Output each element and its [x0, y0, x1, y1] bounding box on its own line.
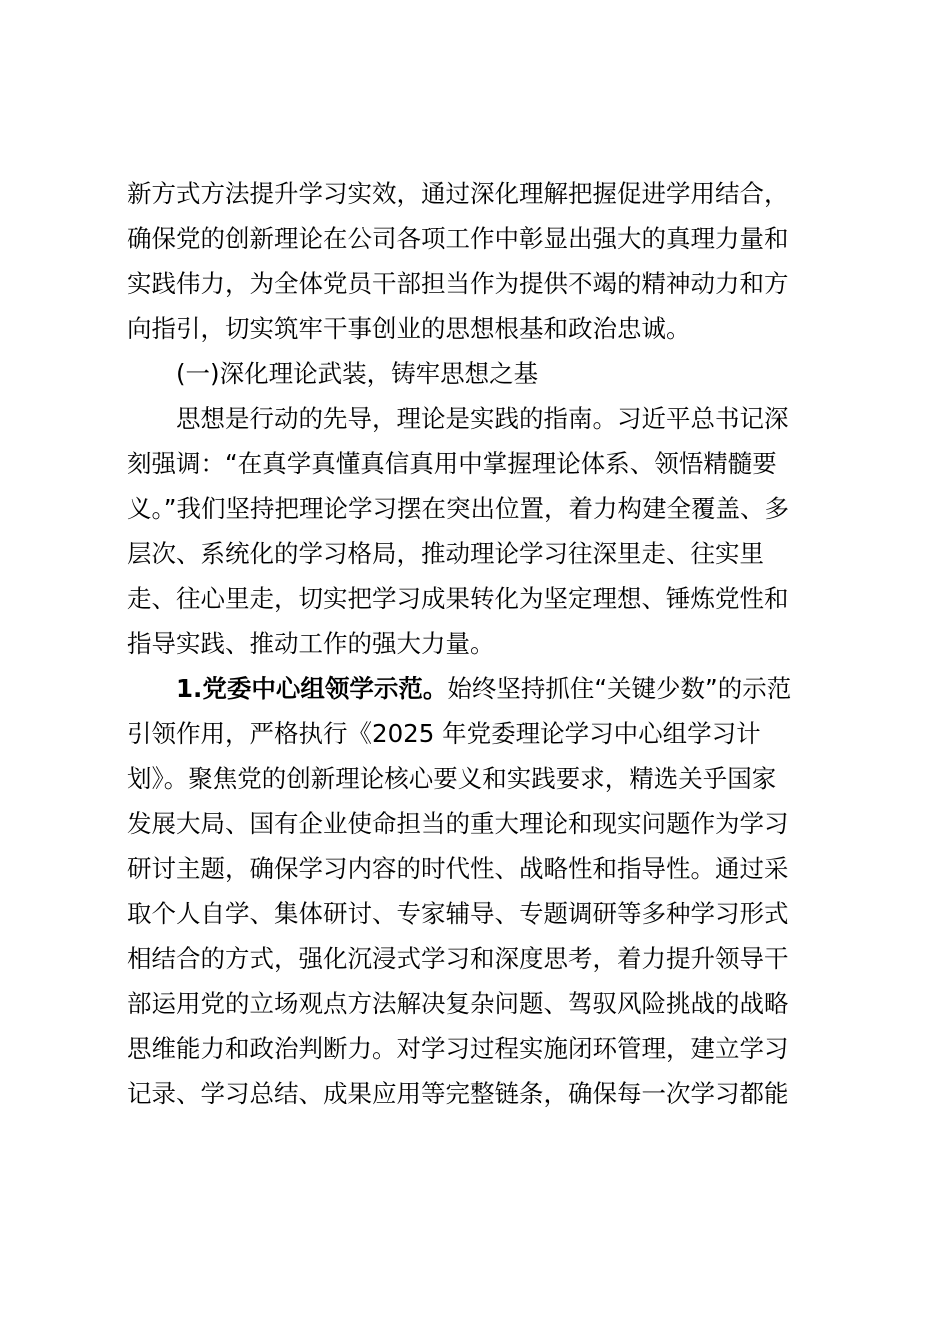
body-text-line: 走、往心里走，切实把学习成果转化为坚定理想、锤炼党性和 [127, 584, 789, 613]
item1-title: 1.党委中心组领学示范。 [176, 674, 448, 703]
body-text-line: 向指引，切实筑牢干事创业的思想根基和政治忠诚。 [127, 314, 691, 343]
body-text-line: 义。”我们坚持把理论学习摆在突出位置，着力构建全覆盖、多 [127, 494, 789, 523]
item1-first-line [176, 669, 791, 709]
body-text-line: 指导实践、推动工作的强大力量。 [127, 629, 495, 658]
body-text-line: 确保党的创新理论在公司各项工作中彰显出强大的真理力量和 [127, 224, 789, 253]
body-text-line: 取个人自学、集体研讨、专家辅导、专题调研等多种学习形式 [127, 899, 789, 928]
body-text-line: 记录、学习总结、成果应用等完整链条，确保每一次学习都能 [127, 1079, 789, 1108]
section-heading: (一)深化理论武装，铸牢思想之基 [176, 359, 539, 388]
item1-first-text: 始终坚持抓住“关键少数”的示范 [447, 674, 792, 703]
body-text-line: 相结合的方式，强化沉浸式学习和深度思考，着力提升领导干 [127, 944, 789, 973]
body-text-line: 研讨主题，确保学习内容的时代性、战略性和指导性。通过采 [127, 854, 789, 883]
body-text-line: 部运用党的立场观点方法解决复杂问题、驾驭风险挑战的战略 [127, 989, 789, 1018]
body-text-line: 刻强调：“在真学真懂真信真用中掌握理论体系、领悟精髓要 [127, 449, 777, 478]
body-text-line: 思想是行动的先导，理论是实践的指南。习近平总书记深 [176, 404, 789, 433]
body-text-line: 引领作用，严格执行《2025 年党委理论学习中心组学习计 [127, 719, 761, 748]
body-text-line: 新方式方法提升学习实效，通过深化理解把握促进学用结合， [127, 179, 789, 208]
body-text-line: 层次、系统化的学习格局，推动理论学习往深里走、往实里 [127, 539, 764, 568]
body-text-line: 发展大局、国有企业使命担当的重大理论和现实问题作为学习 [127, 809, 789, 838]
body-text-line: 实践伟力，为全体党员干部担当作为提供不竭的精神动力和方 [127, 269, 789, 298]
body-text-line: 思维能力和政治判断力。对学习过程实施闭环管理，建立学习 [127, 1034, 789, 1063]
body-text-line: 划》。聚焦党的创新理论核心要义和实践要求，精选关乎国家 [127, 764, 777, 793]
